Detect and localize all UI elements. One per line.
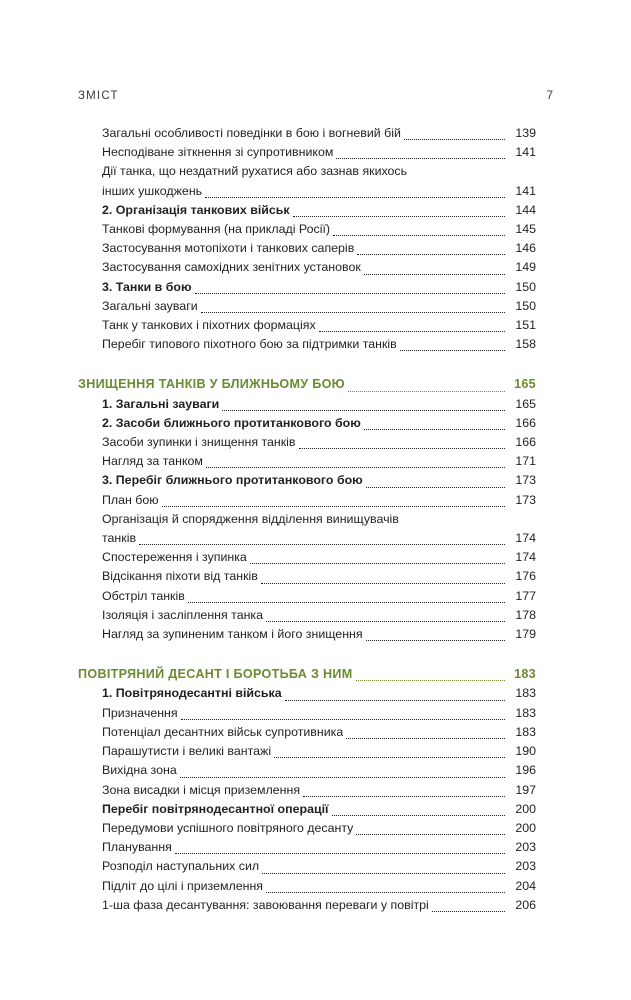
toc-entry-label: 3. Перебіг ближнього протитанкового бою: [102, 473, 363, 488]
toc-entry-page: 149: [515, 260, 536, 275]
toc-leader-dots: [336, 157, 505, 159]
toc-entry[interactable]: [78, 548, 536, 567]
toc-entry-page: 166: [515, 415, 536, 430]
toc-entry-label: Перебіг типового піхотного бою за підтримки танків: [102, 337, 397, 352]
toc-leader-dots: [332, 814, 505, 816]
toc-entry-label: Нагляд за зупиненим танком і його знищення: [102, 627, 363, 642]
toc-entry[interactable]: [78, 838, 536, 857]
toc-entry-page: 183: [515, 686, 536, 701]
toc-entry-page: 200: [515, 820, 536, 835]
toc-leader-dots: [206, 466, 505, 468]
toc-spacer: [78, 354, 536, 375]
toc-entry-label: Нагляд за танком: [102, 454, 203, 469]
toc-leader-dots: [357, 253, 505, 255]
toc-entry[interactable]: [78, 606, 536, 625]
toc-entry[interactable]: [78, 220, 536, 239]
toc-section-entry[interactable]: [78, 665, 536, 684]
toc-leader-dots: [299, 447, 505, 449]
toc-entry-page: 144: [515, 202, 536, 217]
toc-leader-dots: [366, 486, 505, 488]
toc-entry-label: Танк у танкових і піхотних формаціях: [102, 318, 316, 333]
toc-entry-page: 200: [515, 801, 536, 816]
toc-entry-label: 1. Загальні зауваги: [102, 396, 220, 411]
toc-entry-label: Вихідна зона: [102, 763, 177, 778]
toc-entry[interactable]: [78, 896, 536, 915]
toc-entry-label: Підліт до цілі і приземлення: [102, 878, 264, 893]
toc-entry-page: 173: [515, 473, 536, 488]
toc-leader-dots: [274, 756, 505, 758]
toc-leader-dots: [201, 311, 505, 313]
toc-entry-wrap: [78, 162, 536, 181]
toc-entry[interactable]: [78, 877, 536, 896]
toc-entry[interactable]: [78, 452, 536, 471]
toc-entry-page: 174: [515, 550, 536, 565]
toc-entry[interactable]: [78, 239, 536, 258]
toc-leader-dots: [188, 601, 505, 603]
toc-leader-dots: [404, 138, 505, 140]
toc-leader-dots: [261, 582, 505, 584]
toc-entry-label: Організація й спорядження відділення винищувачів: [102, 511, 399, 526]
toc-entry-page: 150: [515, 279, 536, 294]
toc-leader-dots: [319, 330, 505, 332]
toc-entry-page: 197: [515, 782, 536, 797]
table-of-contents: [78, 124, 536, 915]
toc-entry[interactable]: [78, 182, 536, 201]
toc-leader-dots: [303, 795, 505, 797]
toc-leader-dots: [222, 409, 505, 411]
toc-entry-page: 204: [515, 878, 536, 893]
toc-entry-page: 141: [515, 145, 536, 160]
toc-leader-dots: [366, 639, 505, 641]
toc-entry-label: Загальні особливості поведінки в бою і вогневий бій: [102, 126, 401, 140]
toc-entry-page: 206: [515, 897, 536, 912]
toc-leader-dots: [250, 562, 505, 564]
toc-entry-page: 151: [515, 318, 536, 333]
toc-entry[interactable]: [78, 625, 536, 644]
toc-entry-page: 171: [515, 454, 536, 469]
toc-entry-page: 177: [515, 588, 536, 603]
toc-leader-dots: [266, 891, 505, 893]
toc-entry-label: Засоби зупинки і знищення танків: [102, 435, 296, 450]
toc-leader-dots: [180, 776, 505, 778]
toc-entry[interactable]: [78, 567, 536, 586]
toc-entry-label: 2. Організація танкових військ: [102, 202, 290, 217]
toc-entry-page: 203: [515, 859, 536, 874]
toc-entry[interactable]: [78, 819, 536, 838]
toc-entry[interactable]: [78, 316, 536, 335]
toc-entry-page: 173: [515, 492, 536, 507]
toc-entry[interactable]: [78, 684, 536, 703]
toc-entry[interactable]: [78, 433, 536, 452]
toc-entry-label: Відсікання піхоти від танків: [102, 569, 258, 584]
toc-entry-page: 141: [515, 183, 536, 198]
toc-entry-page: 190: [515, 744, 536, 759]
toc-entry[interactable]: [78, 124, 536, 143]
toc-entry-label: 1-ша фаза десантування: завоювання переваги у повітрі: [102, 897, 429, 912]
toc-entry-label: Спостереження і зупинка: [102, 550, 247, 565]
toc-entry[interactable]: [78, 278, 536, 297]
toc-entry[interactable]: [78, 491, 536, 510]
toc-leader-dots: [262, 872, 505, 874]
toc-entry-label: 2. Засоби ближнього протитанкового бою: [102, 415, 361, 430]
toc-spacer: [78, 644, 536, 665]
toc-entry-page: 146: [515, 241, 536, 256]
toc-entry-page: 178: [515, 607, 536, 622]
toc-entry-label: Застосування мотопіхоти і танкових саперів: [102, 241, 355, 256]
toc-entry-label: Перебіг повітрянодесантної операції: [102, 801, 329, 816]
toc-entry-label: Планування: [102, 840, 172, 855]
toc-entry-page: 165: [515, 396, 536, 411]
toc-entry[interactable]: [78, 781, 536, 800]
toc-leader-dots: [266, 620, 505, 622]
toc-leader-dots: [333, 234, 505, 236]
toc-entry[interactable]: [78, 800, 536, 819]
toc-leader-dots: [346, 737, 505, 739]
toc-entry[interactable]: [78, 297, 536, 316]
toc-leader-dots: [205, 196, 505, 198]
toc-leader-dots: [348, 390, 505, 392]
toc-entry-page: 145: [515, 222, 536, 237]
toc-entry[interactable]: [78, 201, 536, 220]
toc-entry-page: 183: [515, 705, 536, 720]
toc-entry-label: Дії танка, що нездатний рухатися або зазнав якихось: [102, 164, 408, 179]
toc-entry-label: інших ушкоджень: [102, 183, 203, 198]
toc-entry-label: 1. Повітрянодесантні війська: [102, 686, 282, 701]
toc-entry-label: План бою: [102, 492, 159, 507]
toc-entry-page: 150: [515, 298, 536, 313]
toc-entry-label: Застосування самохідних зенітних установок: [102, 260, 361, 275]
toc-leader-dots: [162, 505, 505, 507]
toc-entry-page: 183: [514, 667, 536, 682]
toc-entry-label: Обстріл танків: [102, 588, 185, 603]
toc-leader-dots: [285, 699, 505, 701]
toc-entry-label: Загальні зауваги: [102, 298, 198, 313]
toc-entry-label: Передумови успішного повітряного десанту: [102, 820, 354, 835]
toc-entry-page: 165: [514, 377, 536, 392]
toc-entry-page: 203: [515, 840, 536, 855]
toc-entry-page: 174: [515, 531, 536, 546]
toc-leader-dots: [181, 718, 505, 720]
toc-leader-dots: [356, 679, 505, 681]
toc-entry[interactable]: [78, 742, 536, 761]
toc-section-entry[interactable]: [78, 375, 536, 394]
toc-entry-page: 176: [515, 569, 536, 584]
toc-entry-label: танків: [102, 531, 137, 546]
toc-entry[interactable]: [78, 335, 536, 354]
toc-entry-page: 196: [515, 763, 536, 778]
toc-entry-label: Потенціал десантних військ супротивника: [102, 724, 344, 739]
toc-leader-dots: [139, 543, 505, 545]
toc-leader-dots: [364, 273, 505, 275]
toc-leader-dots: [400, 349, 505, 351]
toc-entry[interactable]: [78, 723, 536, 742]
toc-entry-page: 158: [515, 337, 536, 352]
toc-entry-label: Ізоляція і засліплення танка: [102, 607, 264, 622]
toc-entry-label: 3. Танки в бою: [102, 279, 192, 294]
toc-entry-page: 183: [515, 724, 536, 739]
toc-entry-label: ЗНИЩЕННЯ ТАНКІВ У БЛИЖНЬОМУ БОЮ: [78, 377, 345, 392]
toc-leader-dots: [364, 428, 505, 430]
toc-entry[interactable]: [78, 258, 536, 277]
toc-leader-dots: [175, 852, 505, 854]
toc-entry-label: Парашутисти і великі вантажі: [102, 744, 272, 759]
toc-entry[interactable]: [78, 143, 536, 162]
toc-entry-label: ПОВІТРЯНИЙ ДЕСАНТ І БОРОТЬБА З НИМ: [78, 667, 353, 682]
toc-leader-dots: [356, 833, 505, 835]
toc-entry-wrap: [78, 510, 536, 529]
toc-entry-label: Зона висадки і місця приземлення: [102, 782, 301, 797]
toc-leader-dots: [293, 215, 505, 217]
toc-entry[interactable]: [78, 529, 536, 548]
toc-entry[interactable]: [78, 395, 536, 414]
page-header: [78, 88, 553, 102]
toc-entry-label: Призначення: [102, 705, 178, 720]
toc-entry-page: 139: [515, 126, 536, 140]
toc-entry[interactable]: [78, 414, 536, 433]
toc-entry[interactable]: [78, 587, 536, 606]
header-page-number: 7: [546, 88, 553, 102]
toc-leader-dots: [432, 910, 505, 912]
header-title: ЗМІСТ: [78, 90, 119, 102]
toc-entry-label: Розподіл наступальних сил: [102, 859, 260, 874]
toc-entry-page: 179: [515, 627, 536, 642]
toc-entry[interactable]: [78, 471, 536, 490]
toc-entry-label: Несподіване зіткнення зі супротивником: [102, 145, 334, 160]
toc-entry-label: Танкові формування (на прикладі Росії): [102, 222, 331, 237]
toc-entry-page: 166: [515, 435, 536, 450]
toc-entry[interactable]: [78, 704, 536, 723]
toc-entry[interactable]: [78, 761, 536, 780]
toc-entry[interactable]: [78, 857, 536, 876]
toc-leader-dots: [195, 292, 505, 294]
